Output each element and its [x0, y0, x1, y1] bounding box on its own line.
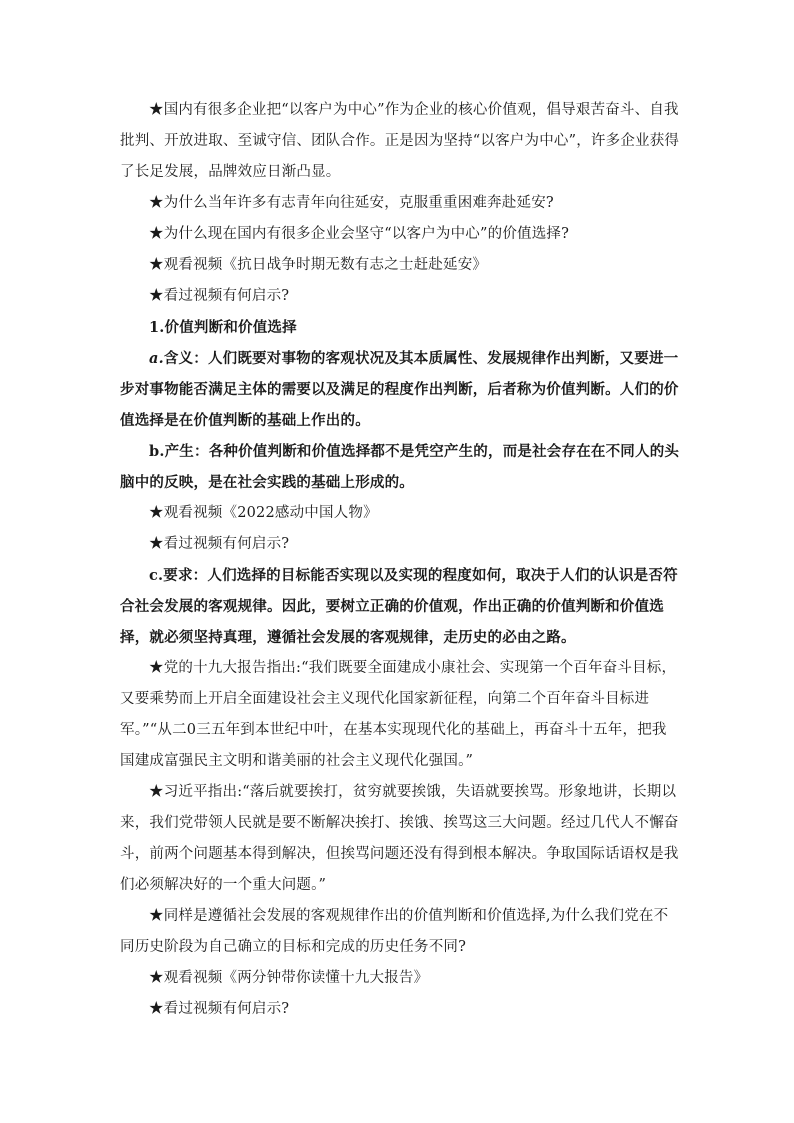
definition-c	[120, 560, 680, 653]
definition-b	[120, 436, 680, 498]
video-question-2: ★看过视频有何启示?	[149, 536, 290, 552]
video-prompt-19th: ★观看视频《两分钟带你读懂十九大报告》	[149, 970, 429, 986]
video-prompt-yanan: ★观看视频《抗日战争时期无数有志之士赶赴延安》	[149, 257, 488, 273]
video-prompt-2022: ★观看视频《2022感动中国人物》	[149, 505, 378, 521]
question-yanan: ★为什么当年许多有志青年向往延安，克服重重困难奔赴延安?	[149, 195, 554, 211]
definition-c-text: 要求：人们选择的目标能否实现以及实现的程度如何，取决于人们的认识是否符合社会发展的客观规律。因此，要树立正确的价值观，作出正确的价值判断和价值选择，就必须坚持真理，遵循社会发展的客观规律，走历史的必由之路。	[120, 567, 678, 646]
paragraph-enterprise-values: ★国内有很多企业把“以客户为中心”作为企业的核心价值观，倡导艰苦奋斗、自我批判、开放进取、至诚守信、团队合作。正是因为坚持“以客户为中心”，许多企业获得了长足发展，品牌效应日渐凸显。	[120, 102, 680, 180]
list-marker-b: b.	[149, 443, 165, 460]
definition-a	[120, 343, 680, 436]
quote-xi: ★习近平指出:“落后就要挨打，贫穷就要挨饿，失语就要挨骂。形象地讲，长期以来，我们党带领人民就是要不断解决挨打、挨饿、挨骂这三大问题。经过几代人不懈奋斗，前两个问题基本得到解决，但挨骂问题还没有得到根本解决。争取国际话语权是我们必须解决好的一个重大问题。”	[120, 784, 679, 893]
section-heading: 1.价值判断和价值选择	[149, 319, 297, 336]
list-marker-a: a.	[149, 350, 164, 367]
definition-b-text: 产生：各种价值判断和价值选择都不是凭空产生的，而是社会存在在不同人的头脑中的反映，是在社会实践的基础上形成的。	[120, 443, 680, 491]
definition-a-text: 含义：人们既要对事物的客观状况及其本质属性、发展规律作出判断，又要进一步对事物能否满足主体的需要以及满足的程度作出判断，后者称为价值判断。人们的价值选择是在价值判断的基础上作出的。	[120, 350, 679, 429]
question-enterprise: ★为什么现在国内有很多企业会坚守“以客户为中心”的价值选择?	[149, 226, 570, 242]
video-question-1: ★看过视频有何启示?	[149, 288, 290, 304]
question-party-goals: ★同样是遵循社会发展的客观规律作出的价值判断和价值选择,为什么我们党在不同历史阶段为自己确立的目标和完成的历史任务不同?	[120, 908, 669, 955]
document-body	[120, 95, 680, 1025]
list-marker-c: c.	[149, 567, 164, 584]
video-question-3: ★看过视频有何启示?	[149, 1001, 290, 1017]
quote-19th-congress: ★党的十九大报告指出:“我们既要全面建成小康社会、实现第一个百年奋斗目标，又要乘势而上开启全面建设社会主义现代化国家新征程，向第二个百年奋斗目标进军。”“从二0三五年到本世纪中叶，在基本实现现代化的基础上，再奋斗十五年，把我国建成富强民主文明和谐美丽的社会主义现代化强国。”	[120, 660, 677, 769]
